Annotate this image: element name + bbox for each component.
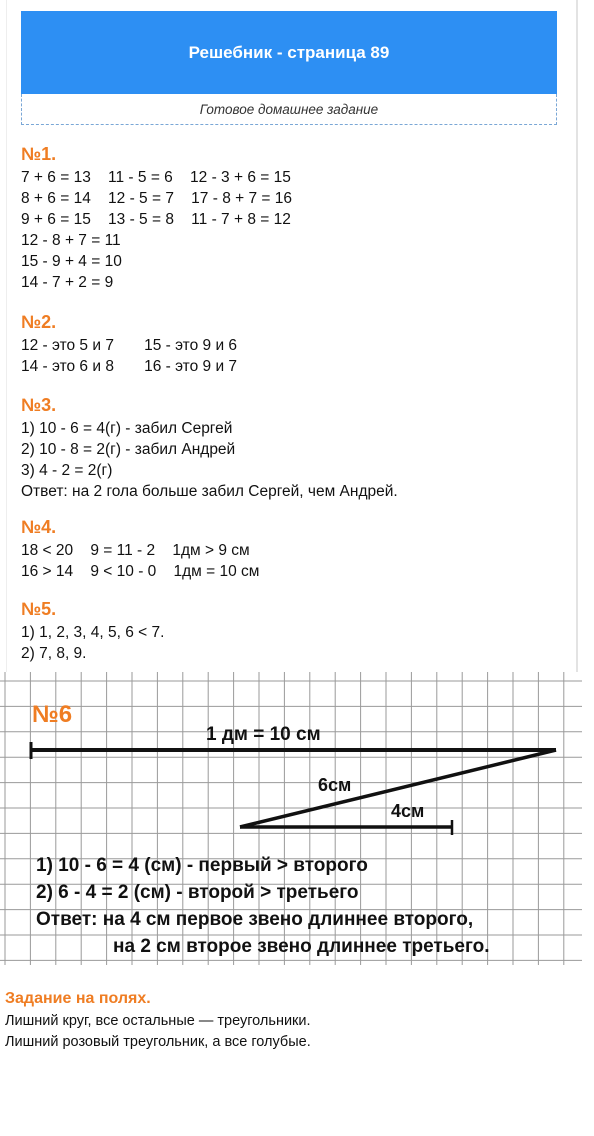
- task-4-number: №4.: [21, 517, 57, 537]
- task-5-row: 1) 1, 2, 3, 4, 5, 6 < 7.: [21, 624, 165, 641]
- task-2-number: №2.: [21, 312, 57, 332]
- task-1-number: №1.: [21, 144, 57, 164]
- task-1-row: 14 - 7 + 2 = 9: [21, 274, 114, 291]
- task-6-number: №6: [32, 701, 73, 728]
- task-1-row: 8 + 6 = 14 12 - 5 = 7 17 - 8 + 7 = 16: [21, 190, 293, 207]
- task-3-answer: Ответ: на 2 гола больше забил Сергей, чем Андрей.: [21, 483, 398, 500]
- task-1: [21, 144, 292, 293]
- task-3-number: №3.: [21, 395, 57, 415]
- segment-6cm-label: 6см: [318, 775, 352, 795]
- task-4: [21, 517, 259, 582]
- margin-task-line: Лишний розовый треугольник, а все голубые.: [5, 1034, 311, 1050]
- task-3: [21, 395, 398, 502]
- task-3-row: 3) 4 - 2 = 2(г): [21, 462, 113, 479]
- segment-10cm-label: 1 дм = 10 см: [206, 724, 321, 745]
- task-1-row: 9 + 6 = 15 13 - 5 = 8 11 - 7 + 8 = 12: [21, 211, 291, 228]
- segment-4cm-label: 4см: [391, 801, 425, 821]
- margin-task-title: Задание на полях.: [5, 990, 151, 1007]
- page-title: Решебник - страница 89: [21, 11, 557, 94]
- margin-task: [5, 990, 311, 1053]
- task-5: [21, 599, 164, 664]
- task-1-row: 12 - 8 + 7 = 11: [21, 232, 121, 249]
- page-subtitle: Готовое домашнее задание: [21, 94, 557, 125]
- task-4-row: 16 > 14 9 < 10 - 0 1дм = 10 см: [21, 563, 260, 580]
- task-6-answer-row: на 2 см второе звено длиннее третьего.: [113, 936, 490, 957]
- task-5-row: 2) 7, 8, 9.: [21, 645, 87, 662]
- task-6-answer-row: Ответ: на 4 см первое звено длиннее второго,: [36, 909, 474, 930]
- task-4-row: 18 < 20 9 = 11 - 2 1дм > 9 см: [21, 542, 250, 559]
- task-5-number: №5.: [21, 599, 57, 619]
- task-3-row: 2) 10 - 8 = 2(г) - забил Андрей: [21, 441, 236, 458]
- task-1-row: 7 + 6 = 13 11 - 5 = 6 12 - 3 + 6 = 15: [21, 169, 291, 186]
- task-6-solution-row: 2) 6 - 4 = 2 (см) - второй > третьего: [36, 882, 359, 903]
- task-2: [21, 312, 237, 377]
- task-6-solution-row: 1) 10 - 6 = 4 (см) - первый > второго: [36, 855, 368, 876]
- task-1-row: 15 - 9 + 4 = 10: [21, 253, 122, 270]
- margin-task-line: Лишний круг, все остальные — треугольники.: [5, 1013, 311, 1029]
- page-right-border: [576, 0, 578, 672]
- task-6-grid-image: [0, 672, 582, 965]
- task-2-row: 14 - это 6 и 8 16 - это 9 и 7: [21, 358, 238, 375]
- page-left-border: [6, 0, 7, 672]
- task-2-row: 12 - это 5 и 7 15 - это 9 и 6: [21, 337, 238, 354]
- task-3-row: 1) 10 - 6 = 4(г) - забил Сергей: [21, 420, 233, 437]
